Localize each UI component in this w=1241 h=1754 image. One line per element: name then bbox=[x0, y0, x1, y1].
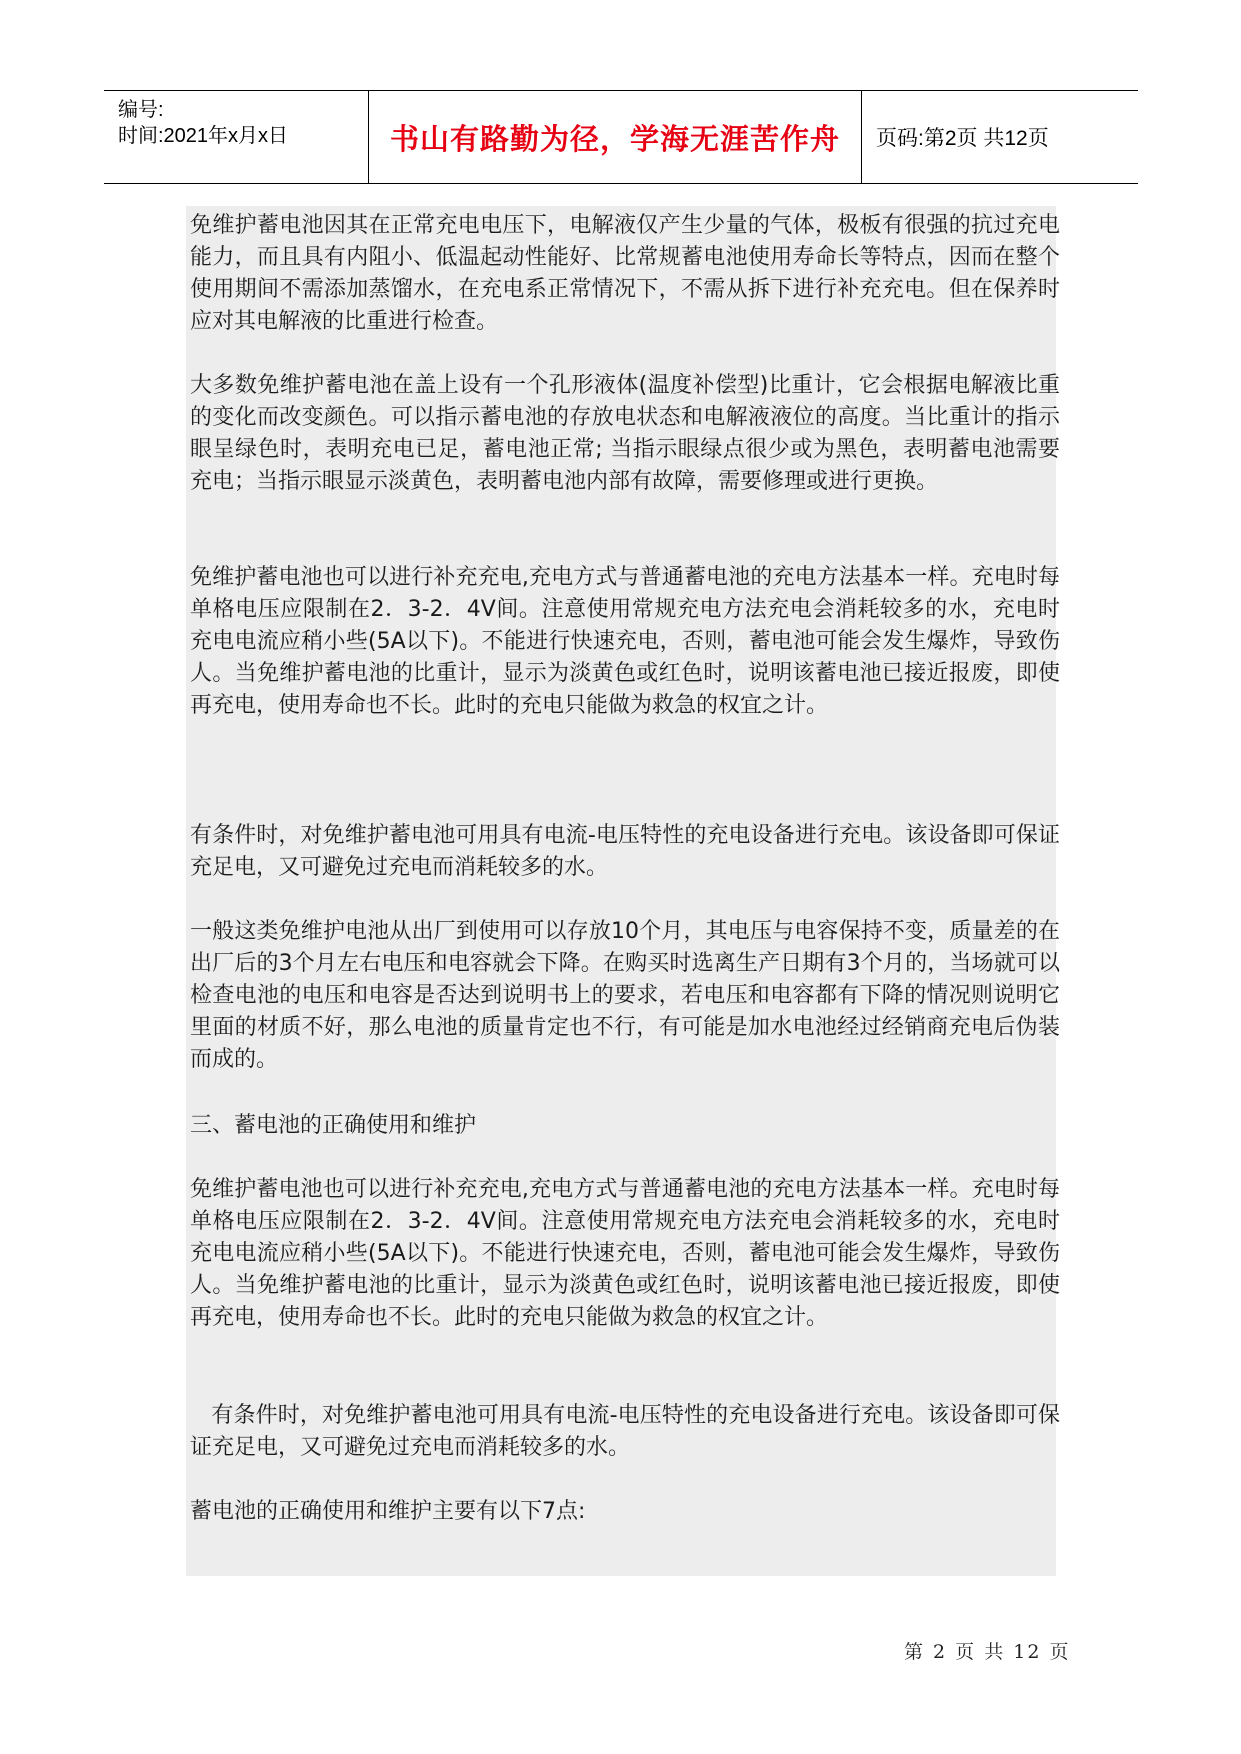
header-page-info: 页码:第2页 共12页 bbox=[876, 127, 1049, 150]
document-number-label: 编号: bbox=[118, 99, 164, 121]
paragraph: 一般这类免维护电池从出厂到使用可以存放10个月，其电压与电容保持不变，质量差的在出厂后的3个月左右电压和电容就会下降。在购买时选离生产日期有3个月的，当场就可以检查电池的电压和电容是否达到说明书上的要求，若电压和电容都有下降的情况则说明它里面的材质不好，那么电池的质量肯定也不行，有可能是加水电池经过经销商充电后伪装而成的。 bbox=[190, 919, 1060, 1072]
header-meta-cell bbox=[104, 91, 369, 183]
document-header bbox=[104, 90, 1138, 184]
paragraph: 有条件时，对免维护蓄电池可用具有电流-电压特性的充电设备进行充电。该设备即可保证充足电，又可避免过充电而消耗较多的水。 bbox=[190, 1403, 1060, 1460]
document-body bbox=[186, 206, 1060, 1576]
header-motto: 书山有路勤为径，学海无涯苦作舟 bbox=[369, 91, 862, 183]
paragraph: 大多数免维护蓄电池在盖上设有一个孔形液体(温度补偿型)比重计，它会根据电解液比重的变化而改变颜色。可以指示蓄电池的存放电状态和电解液液位的高度。当比重计的指示眼呈绿色时，表明充电已足，蓄电池正常; 当指示眼绿点很少或为黑色，表明蓄电池需要充电；当指示眼显示淡黄色，表明蓄电池内部有故障，需要修理或进行更换。 bbox=[190, 373, 1060, 494]
paragraph: 免维护蓄电池因其在正常充电电压下，电解液仅产生少量的气体，极板有很强的抗过充电能力，而且具有内阻小、低温起动性能好、比常规蓄电池使用寿命长等特点，因而在整个使用期间不需添加蒸馏水，在充电系正常情况下，不需从拆下进行补充充电。但在保养时应对其电解液的比重进行检查。 bbox=[190, 213, 1060, 334]
paragraph: 免维护蓄电池也可以进行补充充电,充电方式与普通蓄电池的充电方法基本一样。充电时每单格电压应限制在2．3-2．4V间。注意使用常规充电方法充电会消耗较多的水，充电时充电电流应稍小些(5A以下)。不能进行快速充电，否则，蓄电池可能会发生爆炸，导致伤人。当免维护蓄电池的比重计，显示为淡黄色或红色时，说明该蓄电池已接近报废，即使再充电，使用寿命也不长。此时的充电只能做为救急的权宜之计。 bbox=[190, 565, 1060, 718]
paragraph: 蓄电池的正确使用和维护主要有以下7点: bbox=[190, 1499, 586, 1524]
paragraph: 免维护蓄电池也可以进行补充充电,充电方式与普通蓄电池的充电方法基本一样。充电时每单格电压应限制在2．3-2．4V间。注意使用常规充电方法充电会消耗较多的水，充电时充电电流应稍小些(5A以下)。不能进行快速充电，否则，蓄电池可能会发生爆炸，导致伤人。当免维护蓄电池的比重计，显示为淡黄色或红色时，说明该蓄电池已接近报废，即使再充电，使用寿命也不长。此时的充电只能做为救急的权宜之计。 bbox=[190, 1177, 1060, 1330]
paragraph: 有条件时，对免维护蓄电池可用具有电流-电压特性的充电设备进行充电。该设备即可保证充足电，又可避免过充电而消耗较多的水。 bbox=[190, 823, 1060, 880]
section-heading: 三、蓄电池的正确使用和维护 bbox=[190, 1113, 477, 1138]
page-footer: 第 2 页 共 12 页 bbox=[904, 1641, 1071, 1663]
document-time-label: 时间:2021年x月x日 bbox=[118, 125, 289, 147]
